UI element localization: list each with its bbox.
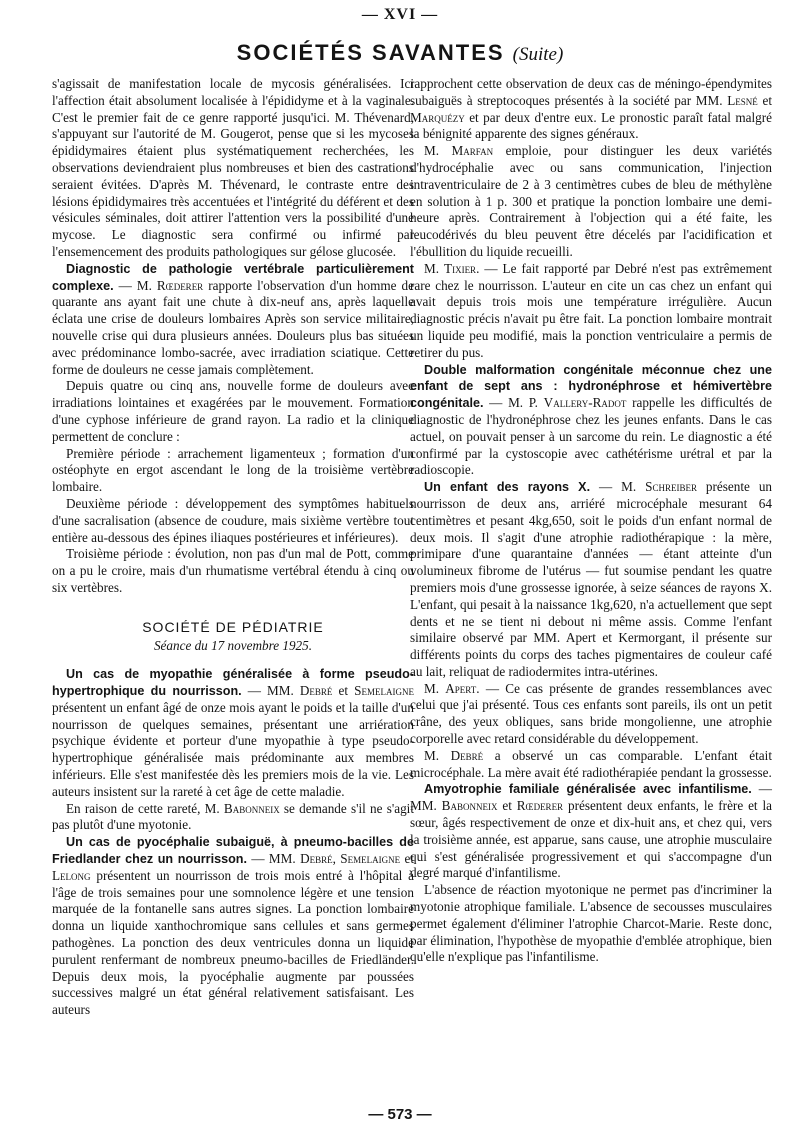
section-date: Séance du 17 novembre 1925. [153,637,313,653]
author-name: Lesné [727,92,758,108]
paragraph: Diagnostic de pathologie vertébrale particulièrement complexe. — M. Rœderer rapporte l'observation d'un homme de quarante ans ayant fait une chute à dix-neuf ans, après laquelle éclata une crise de douleurs lombaires Après son service militaire, nouvelle crise qui dura plusieurs années. Douleurs plus bas situées avec prédominance lombo-sacrée, avec irradiation sciatique. Cette forme de douleurs ne cesse jamais complètement. [52,261,414,377]
author-name: Debré [300,851,333,867]
author-name: Lelong [52,867,91,883]
author-name: Semelaigne [354,683,414,699]
paragraph: Première période : arrachement ligamenteux ; formation d'un ostéophyte en ergot ascendant le long de la troisième vertèbre lombaire. [52,445,414,495]
article-heading: Amyotrophie familiale généralisée avec infantilisme. [424,782,752,797]
paragraph: Un cas de pyocéphalie subaiguë, à pneumo-bacilles de Friedlander chez un nourrisson. — MM. Debré, Semelaigne et Lelong présentent un nourrisson de trois mois entré à l'hôpital à l'âge de trois semaines pour une somnolence légère et une tension marquée de la fontanelle sans autres signes. La ponction lombaire donna un liquide xanthochromique sans cellules et sans germes pathogènes. La ponction des deux ventricules donna un liquide purulent renfermant de nombreux pneumo-bacilles de Friedländer. Depuis deux mois, la pyocéphalie augmente par poussées successives malgré un état général relativement satisfaisant. Les auteurs [52,835,415,1018]
article-heading: Diagnostic de pathologie vertébrale particulièrement complexe. [52,261,414,293]
author-name: Babonneix [223,800,280,816]
author-name: Vallery-Radot [543,395,627,411]
article-heading: Un cas de pyocéphalie subaiguë, à pneumo-bacilles de Friedlander chez un nourrisson. [52,835,414,867]
paragraph: Double malformation congénitale méconnue chez une enfant de sept ans : hydronéphrose et hémivertèbre congénitale. — M. P. Vallery-Radot rappelle les difficultés de diagnostic de l'hydronéphrose chez les jeunes enfants. Dans le cas actuel, on pouvait penser à un sarcome du rein. Le diagnostic a été confirmé par la cystoscopie avec cathétérisme urétral et par la radioscopie. [410,362,772,478]
paragraph: L'absence de réaction myotonique ne permet pas d'incriminer la myotonie atrophique familiale. L'absence de secousses musculaires permet également d'éliminer l'atrophie Charcot-Marie. Reste donc, par élimination, l'hypothèse de myopathie d'emblée atrophique, bien qu'elle n'explique pas l'infantilisme. [410,882,772,965]
author-name: Apert [445,680,477,696]
paragraph: Un enfant des rayons X. — M. Schreiber présente un nourrisson de deux ans, arriéré microcéphale mesurant 64 centimètres et pesant 4kg,650, soit le poids d'un enfant normal de deux mois. Il s'agit d'une atrophie radiothérapique : la mère, primipare d'une quarantaine d'années — étant atteinte d'un volumineux fibrome de l'utérus — fut soumise pendant les quatre premiers mois d'une grossesse ignorée, à seize séances de rayons X. L'enfant, qui pesait à la naissance 1kg,620, n'a actuellement que sept dents et ne se tient ni debout ni même assis. Comme l'enfant similaire observé par MM. Apert et Kermorgant, il présente sur différents points du corps des taches pigmentaires de couleur café au lait, reliquat de radiodermites intra-utérines. [410,479,773,679]
author-name: Marquézy [410,109,465,125]
article-heading: Un cas de myopathie généralisée à forme pseudo-hypertrophique du nourrisson. [52,667,414,699]
left-column [52,76,414,1019]
author-name: Schreiber [645,479,697,495]
author-name: Tixier [444,260,477,276]
paragraph: Deuxième période : développement des symptômes habituels d'une sacralisation (absence de coudure, mais sixième vertèbre tout entière au-dessous des épines iliaques postérieures et inférieures). [52,495,414,545]
paragraph: M. Apert. — Ce cas présente de grandes ressemblances avec celui que j'ai présenté. Tous ces enfants sont pareils, ils ont un petit crâne, des yeux obliques, sans bride mongolienne, une atrophie corporelle avec retard considérable du développement. [410,680,772,747]
paragraph: Troisième période : évolution, non pas d'un mal de Pott, comme on a pu le croire, mais d'un rhumatisme vertébral étendu à cinq ou six vertèbres. [52,546,414,595]
author-name: Debré [299,683,333,699]
paragraph: Depuis quatre ou cinq ans, nouvelle forme de douleurs avec irradiations lointaines et exagérées par le mouvement. Formation d'une cyphose inférieure de grand rayon. La radio et la clinique permettent de conclure : [52,378,414,444]
paragraph: s'agissait de manifestation locale de mycosis généralisées. Ici l'affection était absolument localisée à l'épididyme et à la vaginale. C'est le premier fait de ce genre rapporté jusqu'ici. M. Thévenard, s'appuyant sur l'autorité de M. Gougerot, pense que si les mycoses épididymaires étaient plus systématiquement recherchées, les observations deviendraient plus nombreuses et bien des castrations seraient évitées. D'après M. Thévenard, le contraste entre des lésions épididymaires très accentuées et l'intégrité du déférent et des vésicules séminales, doit attirer l'attention vers la possibilité d'une mycose. Le diagnostic sera confirmé ou infirmé par l'ensemencement des produits pathologiques sur gélose glucosée. [52,76,414,259]
right-column [410,76,772,966]
running-title-suite: (Suite) [512,44,564,65]
paragraph: Amyotrophie familiale généralisée avec infantilisme. — MM. Babonneix et Rœderer présentent deux enfants, le frère et la sœur, âgés respectivement de onze et dix-huit ans, et chez qui, vers la troisième année, est apparue, sans cause, une atrophie musculaire qui s'est généralisée progressivement et qui s'accompagne d'un degré marqué d'infantilisme. [410,781,772,881]
page-number: — 573 — [368,1106,432,1123]
author-name: Semelaigne [340,851,401,867]
paragraph: M. Debré a observé un cas comparable. L'enfant était microcéphale. La mère avait été radiothérapiée pendant la grossesse. [410,747,772,780]
paragraph: En raison de cette rareté, M. Babonneix se demande s'il ne s'agit pas plutôt d'une myotonie. [52,800,414,833]
author-name: Marfan [451,143,494,159]
article-heading: Double malformation congénitale méconnue chez une enfant de sept ans : hydronéphrose et hémivertèbre congénitale. [410,362,772,411]
paragraph: M. Marfan emploie, pour distinguer les deux variétés d'hydrocéphalie avec ou sans communication, l'injection intraventriculaire de 2 à 3 centimètres cubes de bleu de méthylène en solution à 1 p. 300 et pratique la ponction lombaire une demi-heure après. Contrairement à l'objection qui a été faite, les leucodérivés du bleu peuvent être décelés par l'acidification et l'ébullition du liquide recueilli. [410,143,772,259]
author-name: Debré [450,747,484,763]
paragraph: Un cas de myopathie généralisée à forme pseudo-hypertrophique du nourrisson. — MM. Debré et Semelaigne présentent un enfant âgé de onze mois ayant le poids et la taille d'un nourrisson de quelques semaines, présentant une arriération psychique évidente et porteur d'une myopathie à type pseudo-hypertrophique généralisée mais prédominante aux membres inférieurs. Elle s'est manifestée dès les premiers mois de la vie. Les auteurs insistent sur la rareté à cet âge de cette maladie. [52,667,414,799]
section-title: SOCIÉTÉ DE PÉDIATRIE [142,618,324,635]
author-name: Babonneix [441,798,498,814]
article-heading: Un enfant des rayons X. [424,480,591,495]
folio-roman: — XVI — [361,6,439,23]
paragraph: rapprochent cette observation de deux cas de méningo-épendymites subaiguës à streptocoques présentés à la société par MM. Lesné et Marquézy et par deux d'entre eux. Le pronostic paraît fatal malgré la bénignité apparente des signes généraux. [410,76,772,142]
running-title-text: SOCIÉTÉS SAVANTES [236,40,505,65]
running-title [0,40,800,66]
paragraph: M. Tixier. — Le fait rapporté par Debré n'est pas extrêmement rare chez le nourrisson. L'auteur en cite un cas chez un enfant qui avait depuis trois mois une température irrégulière. Aucun diagnostic précis n'avait pu être fait. La ponction lombaire montrait un liquide peu modifié, mais la ponction ventriculaire a permis de retirer du pus. [410,260,772,360]
author-name: Rœderer [516,798,564,814]
author-name: Rœderer [156,277,204,293]
